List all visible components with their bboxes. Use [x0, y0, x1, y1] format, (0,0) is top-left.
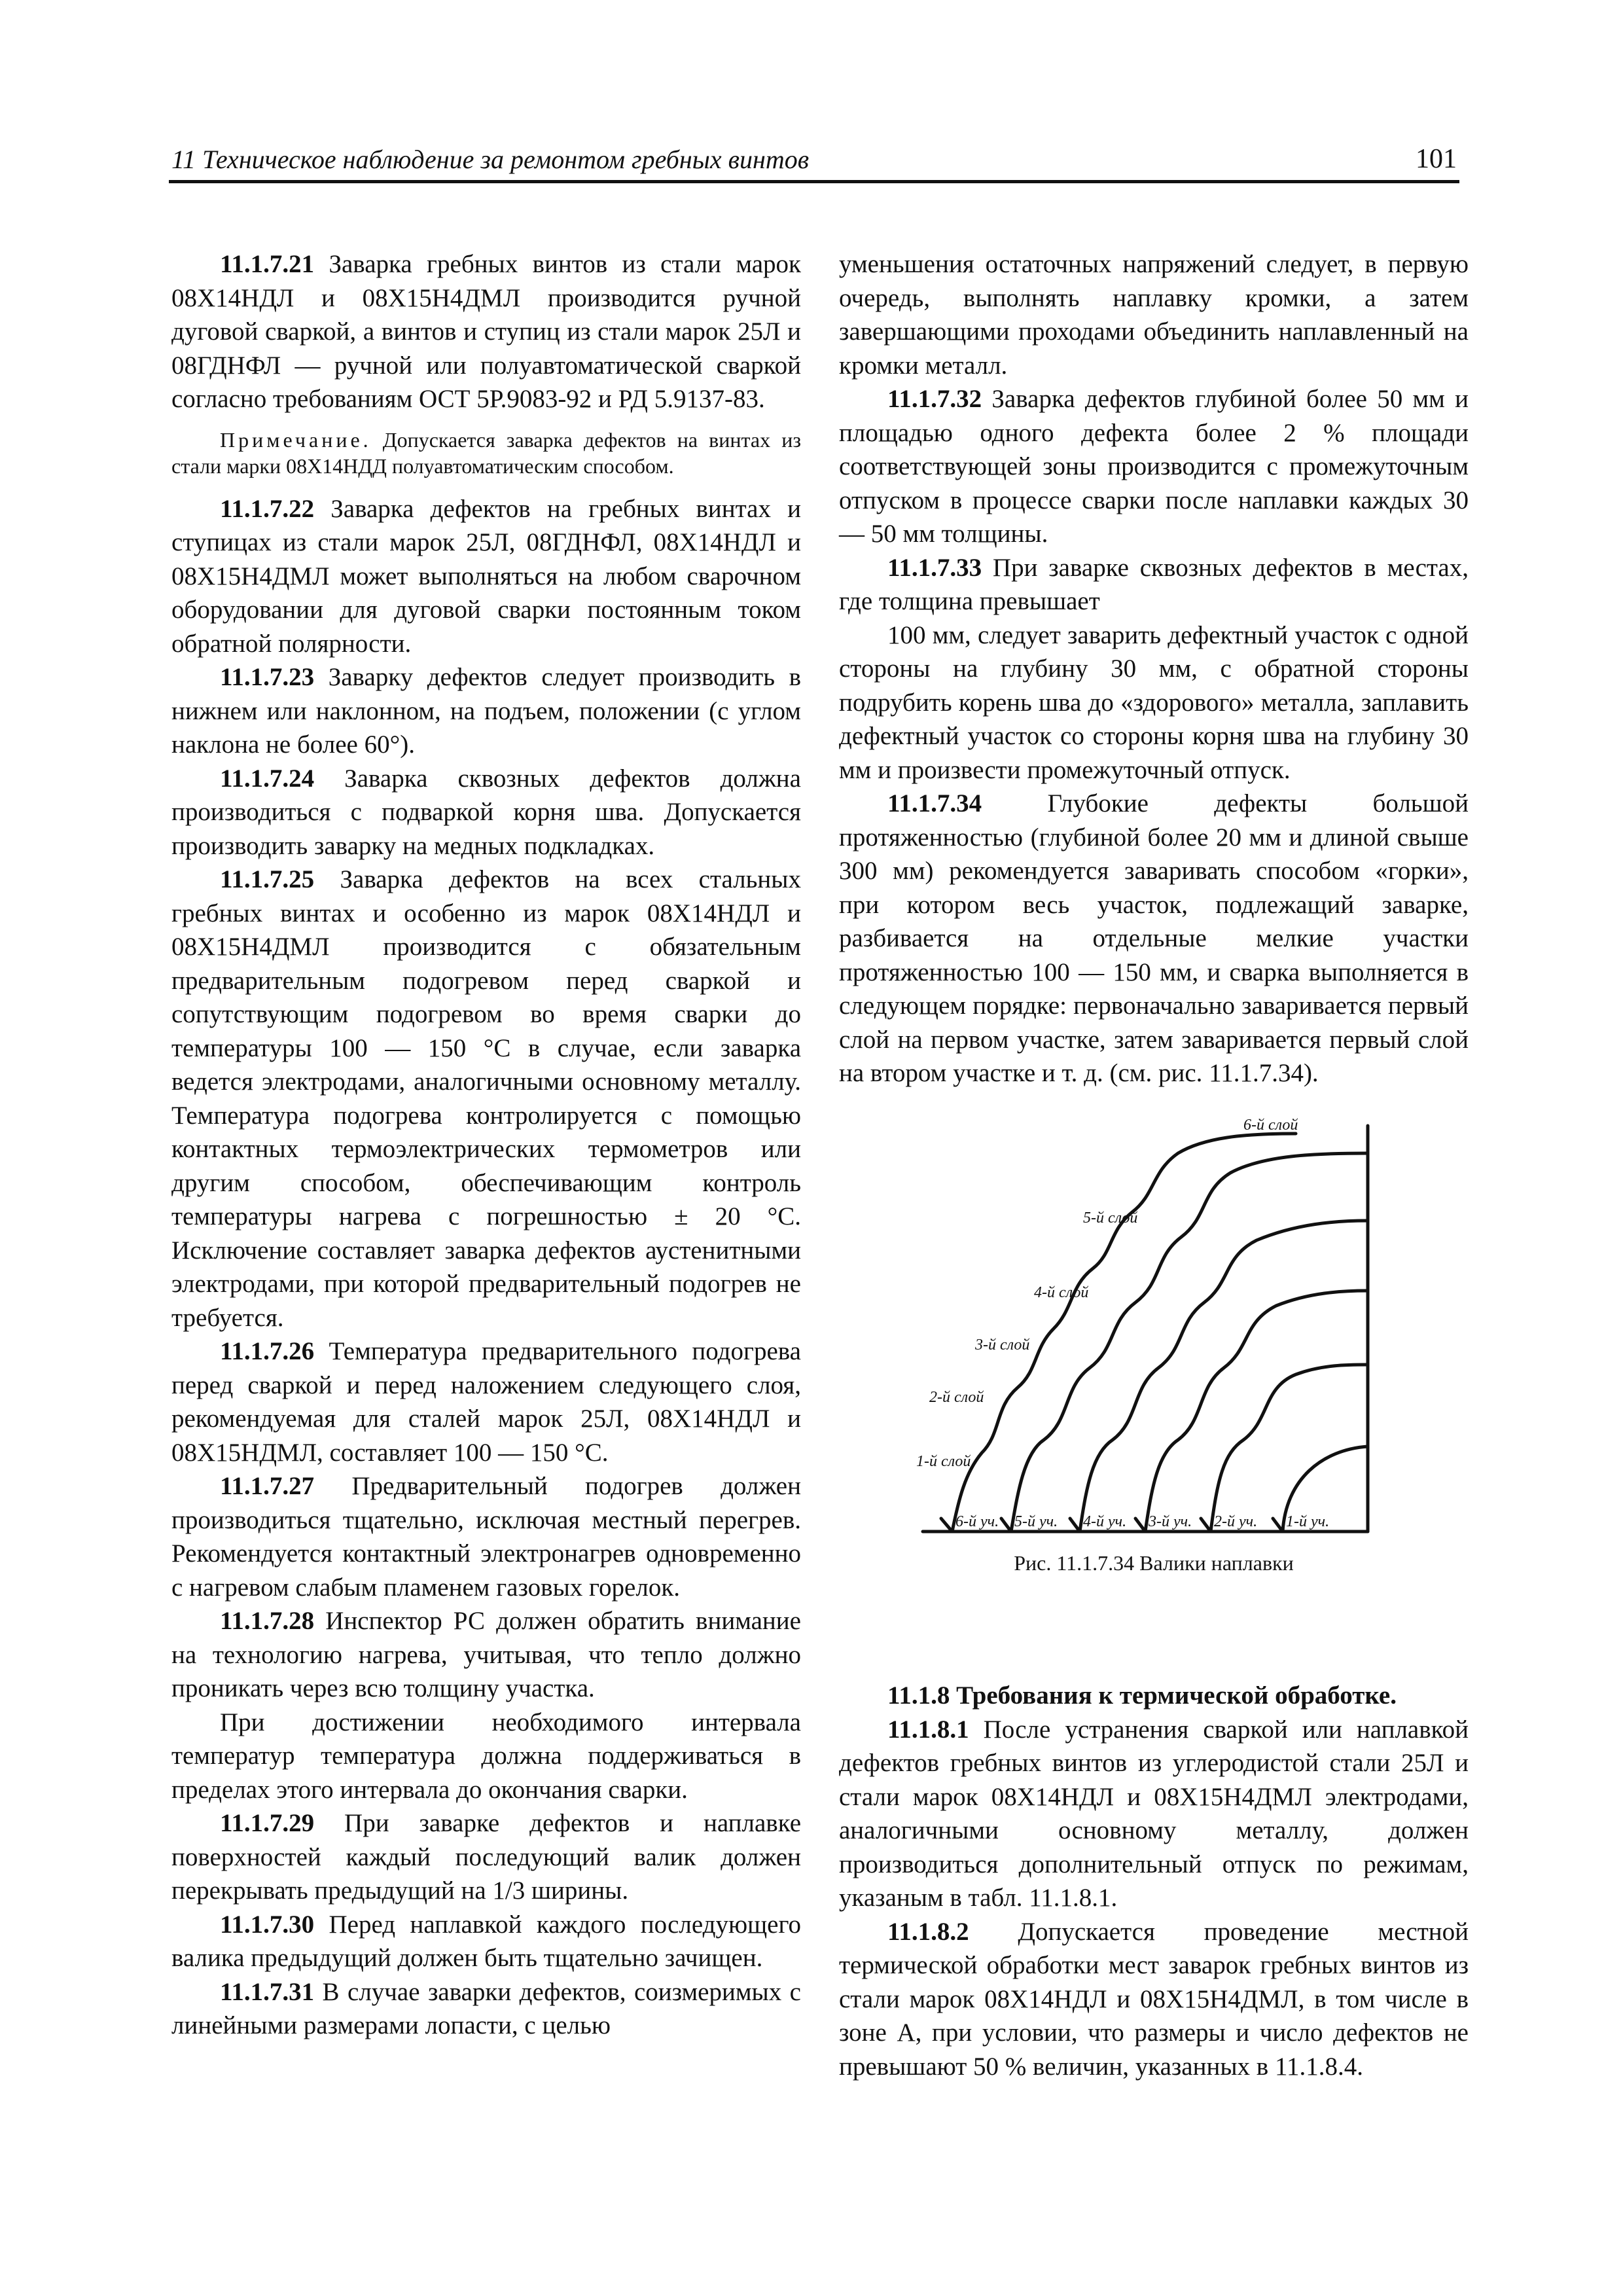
running-header — [169, 134, 1459, 183]
paragraph-text: Заварку дефектов следует производить в нижнем или наклонном, на подъем, положении (с углом наклона не более 60°). — [171, 663, 801, 759]
paragraph-text: Глубокие дефекты большой протяженностью (глубиной более 20 мм и длиной свыше 300 мм) рекомендуется заваривать способом «горки», при котором весь участок, подлежащий заварке, разбивается на отдельные мелкие участки протяженностью 100 — 150 мм, и сварка выполняется в следующем порядке: первоначально заваривается первый слой на первом участке, затем заваривается первый слой на втором участке и т. д. (см. рис. 11.1.7.34). — [839, 789, 1469, 1087]
paragraph-11-1-7-30 — [171, 1908, 801, 1975]
clause-number: 11.1.7.26 — [220, 1337, 315, 1365]
paragraph-11-1-7-26 — [171, 1335, 801, 1469]
section-tick — [1135, 1518, 1145, 1532]
paragraph-text: Перед наплавкой каждого последующего валика предыдущий должен быть тщательно зачищен. — [171, 1910, 801, 1972]
layer-curve-4 — [1080, 1221, 1368, 1532]
section-label-1: 1-й уч. — [1286, 1513, 1330, 1530]
clause-number: 11.1.7.23 — [220, 663, 315, 691]
layer-curve-2 — [1211, 1365, 1368, 1532]
paragraph-text: Температура предварительного подогрева перед сваркой и перед наложением следующего слоя, рекомендуемая для сталей марок 25Л, 08Х14НДЛ и 08Х15НДМЛ, составляет 100 — 150 °С. — [171, 1337, 801, 1467]
layer-label-6: 6-й слой — [1243, 1117, 1298, 1134]
note-label: Примечание. — [220, 427, 372, 452]
paragraph-text: Предварительный подогрев должен производиться тщательно, исключая местный перегрев. Рекомендуется контактный электронагрев одновременно с нагревом слабым пламенем газовых горелок. — [171, 1472, 801, 1602]
layer-label-4: 4-й слой — [1034, 1284, 1089, 1301]
clause-number: 11.1.7.33 — [887, 553, 982, 582]
paragraph-through-defects: 100 мм, следует заварить дефектный участок с одной стороны на глубину 30 мм, с обратной стороны подрубить корень шва до «здорового» металла, заплавить дефектный участок со стороны корня шва на глубину 30 мм и произвести промежуточный отпуск. — [839, 620, 1469, 784]
paragraph-11-1-7-31 — [171, 1975, 801, 2043]
paragraph-11-1-7-29 — [171, 1806, 801, 1908]
paragraph-11-1-7-23 — [171, 660, 801, 762]
layer-curve-3 — [1145, 1291, 1368, 1532]
clause-number: 11.1.7.28 — [220, 1607, 315, 1635]
header-title: 11 Техническое наблюдение за ремонтом гребных винтов — [171, 145, 810, 174]
section-tick — [1001, 1518, 1011, 1532]
paragraph-text: Заварка дефектов на всех стальных гребных винтах и особенно из марок 08Х14НДЛ и 08Х15Н4ДМЛ производится с обязательным предварительным подогревом перед сваркой и сопутствующим подогревом во время сварки до температуры 100 — 150 °С в случае, если заварка ведется электродами, аналогичными основному металлу. Температура подогрева контролируется с помощью контактных термоэлектрических термометров или другим способом, обеспечивающим контроль температуры нагрева с погрешностью ± 20 °С. Исключение составляет заварка дефектов аустенитными электродами, при которой предварительный подогрев не требуется. — [171, 865, 801, 1332]
paragraph-11-1-8-2 — [839, 1915, 1469, 2084]
note — [171, 427, 801, 479]
left-column — [171, 247, 801, 2043]
section-label-4: 4-й уч. — [1083, 1513, 1127, 1530]
section-label-6: 6-й уч. — [955, 1513, 999, 1530]
paragraph-text: Допускается проведение местной термической обработки мест заварок гребных винтов из стали марок 08Х14НДЛ и 08Х15Н4ДМЛ, в том числе в зоне А, при условии, что размеры и число дефектов не превышают 50 % величин, указанных в 11.1.8.4. — [839, 1917, 1469, 2081]
clause-number: 11.1.8.1 — [887, 1715, 969, 1744]
section-tick — [1070, 1518, 1080, 1532]
paragraph-text: Заварка дефектов глубиной более 50 мм и площадью одного дефекта более 2 % площади соответствующей зоны производится с промежуточным отпуском в процессе сварки после наплавки каждых 30 — 50 мм толщины. — [839, 385, 1469, 548]
paragraph-11-1-8-1 — [839, 1713, 1469, 1915]
layer-label-1: 1-й слой — [916, 1453, 971, 1470]
paragraph-text: При заварке дефектов и наплавке поверхностей каждый последующий валик должен перекрывать предыдущий на 1/3 ширины. — [171, 1809, 801, 1905]
section-label-5: 5-й уч. — [1014, 1513, 1058, 1530]
section-label-3: 3-й уч. — [1149, 1513, 1192, 1530]
paragraph-11-1-7-28 — [171, 1604, 801, 1706]
paragraph-11-1-7-21 — [171, 247, 801, 416]
paragraph-11-1-7-32 — [839, 382, 1469, 551]
layer-label-5: 5-й слой — [1083, 1210, 1138, 1227]
paragraph-continuation: уменьшения остаточных напряжений следует, в первую очередь, выполнять наплавку кромки, а затем завершающими проходами объединить наплавленный на кромки металл. — [839, 250, 1469, 380]
clause-number: 11.1.7.21 — [220, 250, 315, 278]
figure-weld-beads — [903, 1113, 1414, 1558]
paragraph-temperature-interval: При достижении необходимого интервала температур температура должна поддерживаться в пределах этого интервала до окончания сварки. — [171, 1708, 801, 1804]
paragraph-text: Заварка гребных винтов из стали марок 08Х14НДЛ и 08Х15Н4ДМЛ производится ручной дуговой сваркой, а винтов и ступиц из стали марок 25Л и 08ГДНФЛ — ручной или полуавтоматической сваркой согласно требованиям ОСТ 5Р.9083-92 и РД 5.9137-83. — [171, 250, 801, 413]
right-column-lower — [839, 1679, 1469, 2083]
paragraph-11-1-7-22 — [171, 492, 801, 661]
section-tick — [1201, 1518, 1211, 1532]
clause-number: 11.1.7.24 — [220, 764, 315, 793]
clause-number: 11.1.7.22 — [220, 494, 315, 523]
layer-curve-5 — [1011, 1153, 1368, 1532]
section-tick — [1273, 1518, 1283, 1532]
paragraph-text: Заварка сквозных дефектов должна производиться с подваркой корня шва. Допускается производить заварку на медных подкладках. — [171, 764, 801, 860]
clause-number: 11.1.7.32 — [887, 385, 982, 413]
clause-number: 11.1.7.31 — [220, 1977, 315, 2006]
paragraph-text: Заварка дефектов на гребных винтах и ступицах из стали марок 25Л, 08ГДНФЛ, 08Х14НДЛ и 08Х15Н4ДМЛ может выполняться на любом сварочном оборудовании для дуговой сварки постоянным током обратной полярности. — [171, 494, 801, 658]
weld-beads-diagram — [903, 1113, 1414, 1558]
figure-caption: Рис. 11.1.7.34 Валики наплавки — [1014, 1551, 1294, 1575]
clause-number: 11.1.7.30 — [220, 1910, 315, 1939]
clause-number: 11.1.7.27 — [220, 1472, 315, 1500]
right-column — [839, 247, 1469, 1090]
clause-number: 11.1.7.29 — [220, 1809, 315, 1837]
paragraph-11-1-7-27 — [171, 1469, 801, 1604]
paragraph-text: В случае заварки дефектов, соизмеримых с линейными размерами лопасти, с целью — [171, 1977, 801, 2039]
paragraph-11-1-7-34 — [839, 787, 1469, 1090]
note-text: Допускается заварка дефектов на винтах из стали марки 08Х14НДД полуавтоматическим способом. — [171, 427, 801, 478]
page-number: 101 — [1416, 144, 1457, 174]
clause-number: 11.1.7.34 — [887, 789, 982, 817]
section-heading-11-1-8: 11.1.8 Требования к термической обработке. — [887, 1681, 1397, 1710]
section-tick — [941, 1518, 952, 1532]
paragraph-11-1-7-33 — [839, 551, 1469, 619]
section-label-2: 2-й уч. — [1214, 1513, 1258, 1530]
clause-number: 11.1.8.2 — [887, 1917, 969, 1946]
paragraph-text: Инспектор РС должен обратить внимание на технологию нагрева, учитывая, что тепло должно проникать через всю толщину участка. — [171, 1607, 801, 1702]
layer-curve-6 — [952, 1134, 1296, 1532]
paragraph-text: При заварке сквозных дефектов в местах, где толщина превышает — [839, 553, 1469, 615]
paragraph-11-1-7-25 — [171, 863, 801, 1335]
paragraph-text: После устранения сваркой или наплавкой дефектов гребных винтов из углеродистой стали 25Л и стали марок 08Х14НДЛ и 08Х15Н4ДМЛ электродами, аналогичными основному металлу, должен производиться дополнительный отпуск по режимам, указаным в табл. 11.1.8.1. — [839, 1715, 1469, 1912]
clause-number: 11.1.7.25 — [220, 865, 315, 893]
paragraph-11-1-7-24 — [171, 762, 801, 863]
layer-label-3: 3-й слой — [975, 1336, 1030, 1354]
layer-label-2: 2-й слой — [929, 1389, 984, 1406]
